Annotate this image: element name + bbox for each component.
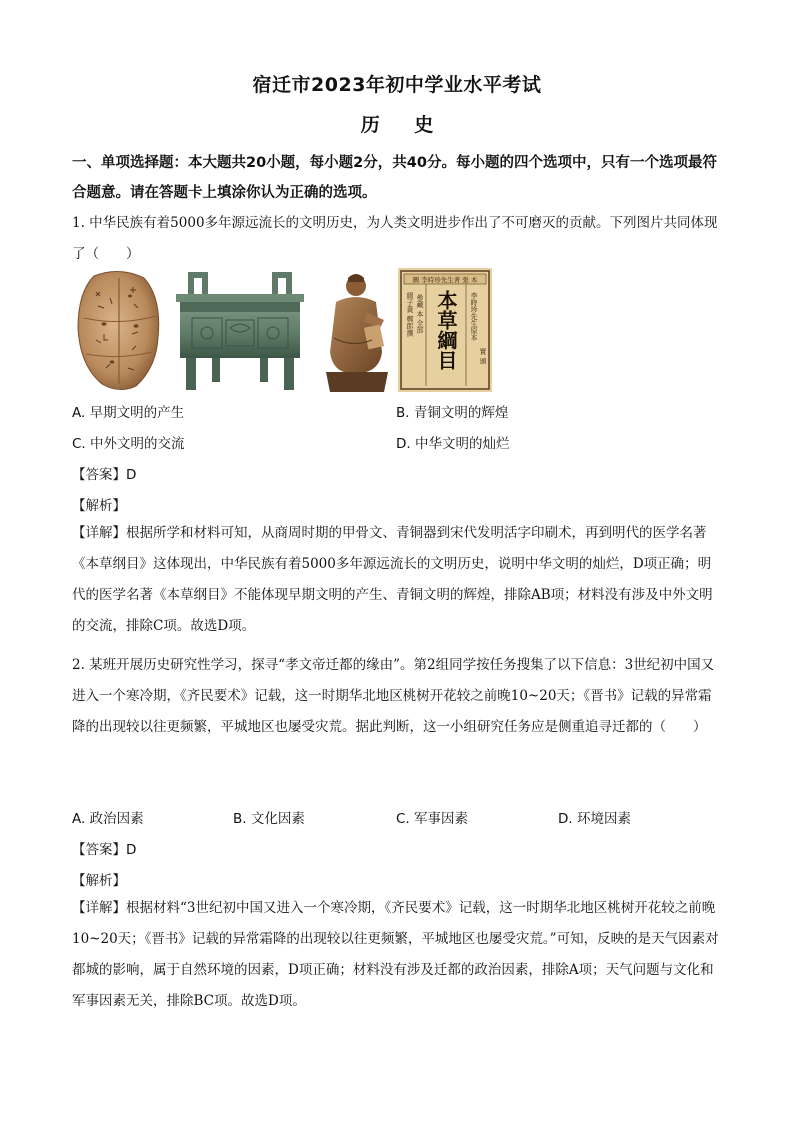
q1-option-b: B. 青铜文明的辉煌 xyxy=(396,405,509,421)
q2-option-d: D. 环境因素 xyxy=(558,811,631,827)
q2-analysis-tag: 【解析】 xyxy=(72,873,126,889)
statue-image xyxy=(322,268,392,392)
book-right-col2: 實 頒 xyxy=(479,348,487,365)
q1-stem: 1. 中华民族有着5000多年源远流长的文明历史，为人类文明进步作出了不可磨灭的贡献。下列图片共同体现了（ ） xyxy=(72,215,718,262)
book-top-band: 圖 李時珍先生著 張 本 xyxy=(412,276,478,284)
bronze-ding-image xyxy=(170,268,310,392)
q2-stem: 2. 某班开展历史研究性学习，探寻“孝文帝迁都的缘由”。第2组同学按任务搜集了以下信息：3世纪初中国又进入一个寒冷期，《齐民要术》记载，这一时期华北地区桃树开花较之前晚10~20天；《晋书》记载的异常霜降的出现较以往更频繁，平城地区也屡受灾荒。据此判断，这一小组研究任务应是侧重追寻迁都的（ ） xyxy=(72,657,715,735)
book-right-col1: 李時珍先生原本 xyxy=(470,292,478,341)
q2-answer: 【答案】D xyxy=(72,842,137,858)
book-big-title: 本草綱目 xyxy=(434,290,458,370)
bencao-gangmu-cover-image xyxy=(398,268,492,392)
subject-title: 历 史 xyxy=(360,114,448,136)
oracle-bone-image xyxy=(74,268,164,392)
book-left-col1: 綴子黃 鄭郎撰 xyxy=(406,292,414,337)
q1-image-row xyxy=(74,268,494,392)
q2-detail: 【详解】根据材料“3世纪初中国又进入一个寒冷期，《齐民要术》记载，这一时期华北地区桃树开花较之前晚10~20天；《晋书》记载的异常霜降的出现较以往更频繁，平城地区也屡受灾荒。”可知，反映的是天气因素对都城的影响，属于自然环境的因素，D项正确；材料没有涉及迁都的政治因素，排除A项；天气问题与文化和军事因素无关，排除BC项。故选D项。 xyxy=(72,900,719,1009)
exam-title: 宿迁市2023年初中学业水平考试 xyxy=(252,74,542,96)
q1-detail: 【详解】根据所学和材料可知，从商周时期的甲骨文、青铜器到宋代发明活字印刷术，再到明代的医学名著《本草纲目》这体现出，中华民族有着5000多年源远流长的文明历史，说明中华文明的灿烂，D项正确；明代的医学名著《本草纲目》不能体现早期文明的产生、青铜文明的辉煌，排除AB项；材料没有涉及中外文明的交流，排除C项。故选D项。 xyxy=(72,525,713,634)
book-left-col2: 參藏 本 全部 xyxy=(416,294,424,334)
q1-option-d: D. 中华文明的灿烂 xyxy=(396,436,510,452)
q2-option-a: A. 政治因素 xyxy=(72,811,144,827)
q1-answer: 【答案】D xyxy=(72,467,137,483)
section-heading: 一、单项选择题：本大题共20小题，每小题2分，共40分。每小题的四个选项中，只有一个选项最符合题意。请在答题卡上填涂你认为正确的选项。 xyxy=(72,155,717,201)
q2-option-c: C. 军事因素 xyxy=(396,811,469,827)
q1-option-a: A. 早期文明的产生 xyxy=(72,405,185,421)
q2-option-b: B. 文化因素 xyxy=(233,811,305,827)
q1-analysis-tag: 【解析】 xyxy=(72,498,126,514)
q1-option-c: C. 中外文明的交流 xyxy=(72,436,185,452)
